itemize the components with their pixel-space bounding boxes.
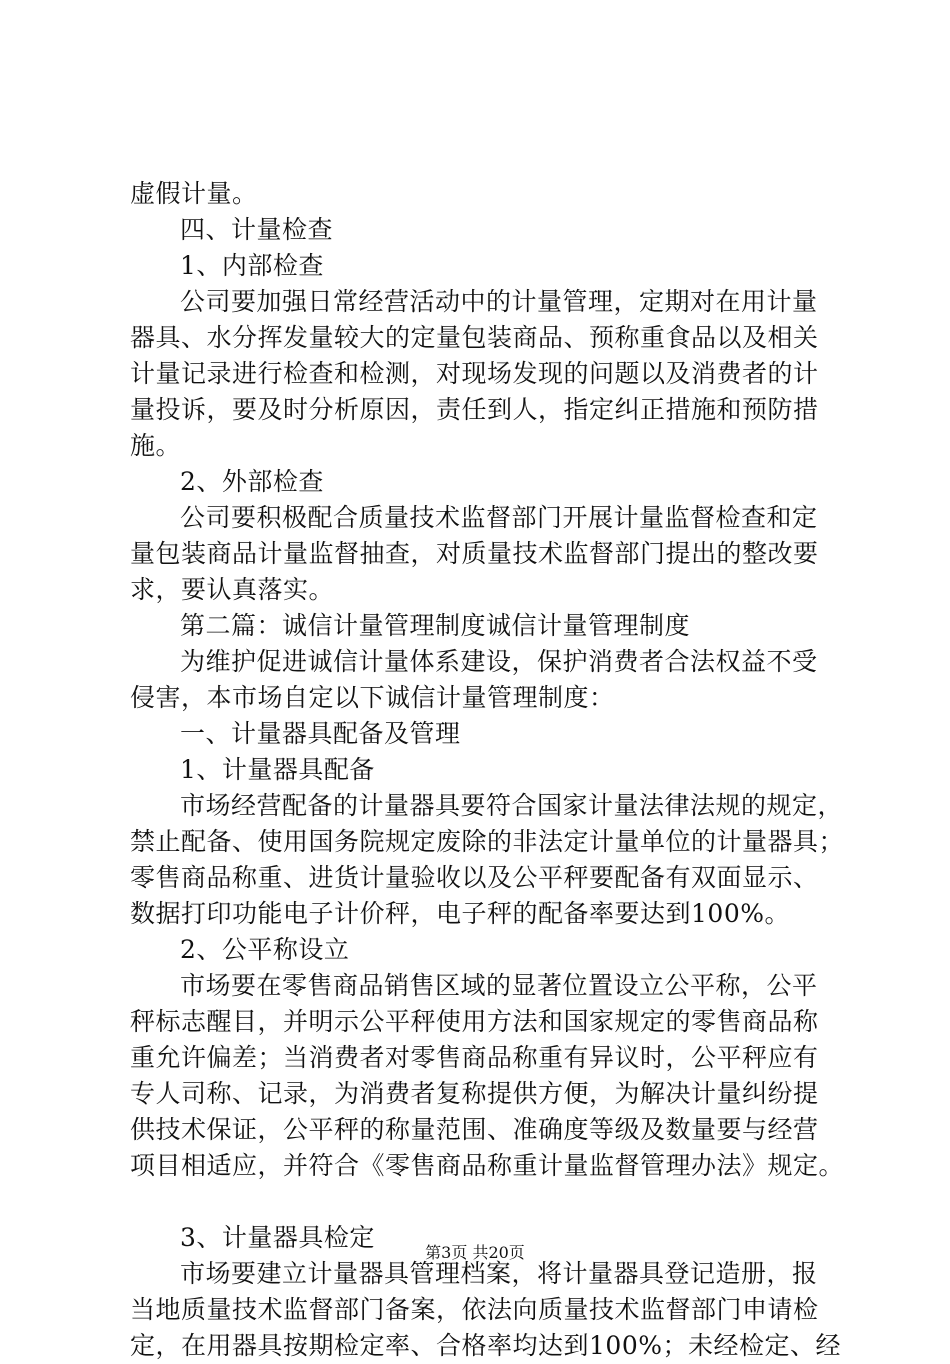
text-line: 求，要认真落实。	[130, 575, 335, 604]
text-line: 3、计量器具检定	[180, 1223, 375, 1252]
text-line: 重允许偏差；当消费者对零售商品称重有异议时，公平秤应有	[130, 1043, 819, 1072]
text-line: 2、公平称设立	[180, 935, 350, 964]
text-line: 项目相适应，并符合《零售商品称重计量监督管理办法》规定。	[130, 1151, 845, 1180]
text-line: 计量记录进行检查和检测，对现场发现的问题以及消费者的计	[130, 359, 819, 388]
text-line: 零售商品称重、进货计量验收以及公平秤要配备有双面显示、	[130, 863, 819, 892]
text-line: 公司要加强日常经营活动中的计量管理，定期对在用计量	[180, 287, 818, 316]
text-line: 专人司称、记录，为消费者复称提供方便，为解决计量纠纷提	[130, 1079, 819, 1108]
text-line: 器具、水分挥发量较大的定量包装商品、预称重食品以及相关	[130, 323, 819, 352]
text-line: 秤标志醒目，并明示公平秤使用方法和国家规定的零售商品称	[130, 1007, 819, 1036]
text-line: 量投诉，要及时分析原因，责任到人，指定纠正措施和预防措	[130, 395, 819, 424]
text-line: 1、计量器具配备	[180, 755, 375, 784]
text-line: 第二篇：诚信计量管理制度诚信计量管理制度	[180, 611, 691, 640]
text-line: 定，在用器具按期检定率、合格率均达到100%；未经检定、经	[130, 1331, 841, 1360]
text-line: 市场要在零售商品销售区域的显著位置设立公平称，公平	[180, 971, 818, 1000]
text-line: 2、外部检查	[180, 467, 324, 496]
text-line: 市场经营配备的计量器具要符合国家计量法律法规的规定，	[180, 791, 844, 820]
text-line: 量包装商品计量监督抽查，对质量技术监督部门提出的整改要	[130, 539, 819, 568]
document-body	[130, 176, 850, 1364]
text-line	[130, 1184, 850, 1220]
text-line: 虚假计量。	[130, 179, 258, 208]
text-line: 供技术保证，公平秤的称量范围、准确度等级及数量要与经营	[130, 1115, 819, 1144]
text-line: 四、计量检查	[180, 215, 334, 244]
text-line: 公司要积极配合质量技术监督部门开展计量监督检查和定	[180, 503, 818, 532]
text-line: 为维护促进诚信计量体系建设，保护消费者合法权益不受	[180, 647, 818, 676]
text-line: 禁止配备、使用国务院规定废除的非法定计量单位的计量器具；	[130, 827, 845, 856]
text-line: 1、内部检查	[180, 251, 324, 280]
text-line: 侵害，本市场自定以下诚信计量管理制度：	[130, 683, 615, 712]
text-line: 一、计量器具配备及管理	[180, 719, 461, 748]
text-line: 数据打印功能电子计价秤，电子秤的配备率要达到100%。	[130, 899, 790, 928]
text-line: 市场要建立计量器具管理档案，将计量器具登记造册，报	[180, 1259, 818, 1288]
text-line: 当地质量技术监督部门备案，依法向质量技术监督部门申请检	[130, 1295, 819, 1324]
page-footer: 第3页 共20页	[425, 1243, 525, 1262]
text-line: 施。	[130, 431, 182, 460]
